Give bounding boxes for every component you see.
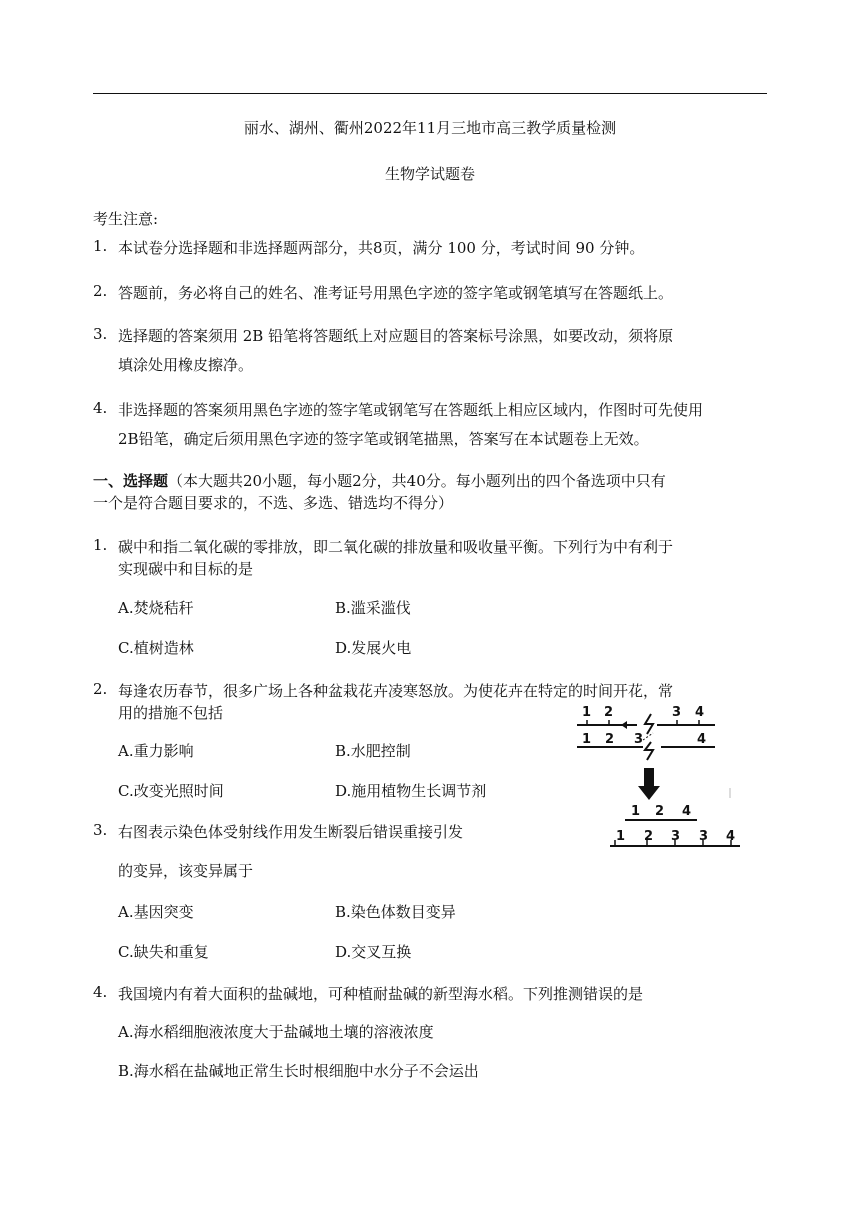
figure-label: 3: [671, 829, 681, 844]
figure-label: 1: [631, 804, 641, 819]
exam-title: 丽水、湖州、衢州2022年11月三地市高三教学质量检测: [243, 119, 617, 137]
figure-label: 1: [616, 829, 626, 844]
figure-label: 4: [726, 829, 736, 844]
notice-item-text: 2B铅笔，确定后须用黑色字迹的签字笔或钢笔描黑，答案写在本试题卷上无效。: [118, 430, 649, 448]
break-lightning-icon: [645, 742, 653, 760]
arrowhead-icon: [621, 721, 627, 729]
question-option: C.植树造林: [118, 639, 194, 657]
question-option: B.滥采滥伐: [335, 599, 411, 617]
figure-label: 2: [604, 705, 614, 720]
question-number: 4.: [93, 983, 108, 1001]
exam-subtitle: 生物学试题卷: [384, 165, 475, 183]
notice-item-text: 答题前，务必将自己的姓名、准考证号用黑色字迹的签字笔或钢笔填写在答题纸上。: [118, 284, 674, 302]
chromosome-breakage-figure: [565, 700, 750, 860]
notice-item-text: 选择题的答案须用 2B 铅笔将答题纸上对应题目的答案标号涂黑，如要改动，须将原: [118, 327, 674, 345]
question-option: B.水肥控制: [335, 742, 411, 760]
figure-label: 3: [672, 705, 682, 720]
question-option: D.发展火电: [335, 639, 412, 657]
figure-label: 4: [682, 804, 692, 819]
notice-item-text: 本试卷分选择题和非选择题两部分，共8页，满分 100 分，考试时间 90 分钟。: [118, 239, 645, 257]
question-number: 3.: [93, 821, 108, 839]
notice-item-text: 填涂处用橡皮擦净。: [118, 356, 254, 374]
figure-label: 4: [695, 705, 705, 720]
section-heading: [93, 470, 666, 491]
question-stem: 我国境内有着大面积的盐碱地，可种植耐盐碱的新型海水稻。下列推测错误的是: [118, 985, 644, 1003]
figure-label: 1: [582, 705, 592, 720]
question-option: C.改变光照时间: [118, 782, 224, 800]
section-desc: （本大题共20小题，每小题2分，共40分。每小题列出的四个备选项中只有: [168, 472, 666, 490]
notice-item-num: 3.: [93, 325, 108, 343]
figure-label: 1: [582, 732, 592, 747]
notice-heading: 考生注意:: [93, 210, 159, 228]
down-arrow-icon: [638, 786, 660, 800]
question-stem: 右图表示染色体受射线作用发生断裂后错误重接引发: [118, 823, 464, 841]
header-rule: [93, 93, 767, 94]
question-option: B.染色体数目变异: [335, 903, 456, 921]
down-arrow-shaft: [644, 768, 654, 788]
question-option: D.施用植物生长调节剂: [335, 782, 487, 800]
question-option: D.交叉互换: [335, 943, 412, 961]
break-lightning-icon: [645, 714, 653, 734]
figure-label: 2: [605, 732, 615, 747]
figure-label: 2: [644, 829, 654, 844]
figure-label: 3: [634, 732, 644, 747]
figure-label: 2: [655, 804, 665, 819]
question-number: 1.: [93, 536, 108, 554]
section-label: 一、选择题: [93, 472, 169, 490]
question-stem: 每逢农历春节，很多广场上各种盆栽花卉凌寒怒放。为使花卉在特定的时间开花，常: [118, 682, 674, 700]
notice-item-num: 4.: [93, 399, 108, 417]
question-stem: 用的措施不包括: [118, 704, 224, 722]
section-desc-line2: 一个是符合题目要求的，不选、多选、错选均不得分）: [93, 494, 454, 512]
question-option: A.海水稻细胞液浓度大于盐碱地土壤的溶液浓度: [118, 1023, 434, 1041]
question-option: A.焚烧秸秆: [118, 599, 194, 617]
question-stem: 的变异，该变异属于: [118, 862, 254, 880]
question-option: C.缺失和重复: [118, 943, 209, 961]
notice-item-num: 2.: [93, 282, 108, 300]
question-option: A.重力影响: [118, 742, 194, 760]
notice-item-text: 非选择题的答案须用黑色字迹的签字笔或钢笔写在答题纸上相应区域内，作图时可先使用: [118, 401, 704, 419]
question-option: B.海水稻在盐碱地正常生长时根细胞中水分子不会运出: [118, 1062, 479, 1080]
question-stem: 实现碳中和目标的是: [118, 560, 254, 578]
question-option: A.基因突变: [118, 903, 194, 921]
question-number: 2.: [93, 680, 108, 698]
figure-label: 3: [699, 829, 709, 844]
notice-item-num: 1.: [93, 237, 108, 255]
question-stem: 碳中和指二氧化碳的零排放，即二氧化碳的排放量和吸收量平衡。下列行为中有利于: [118, 538, 674, 556]
figure-label: 4: [697, 732, 707, 747]
